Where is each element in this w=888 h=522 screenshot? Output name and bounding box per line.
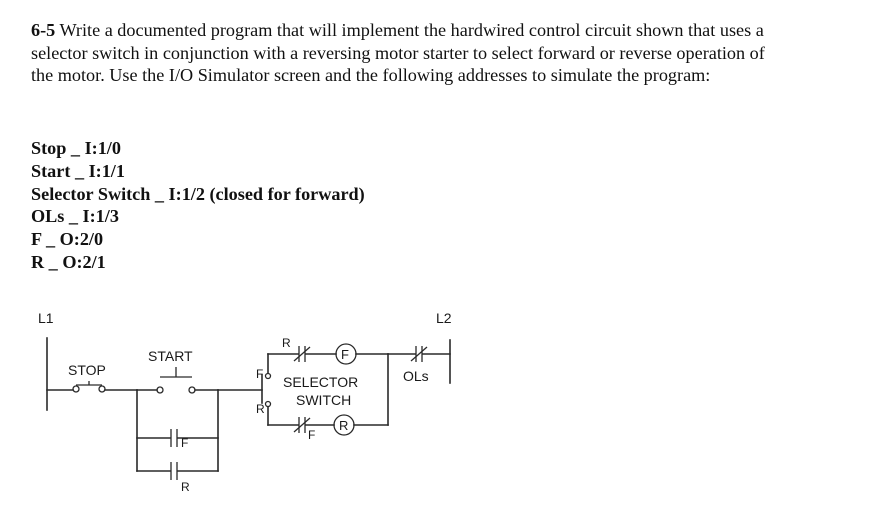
problem-body: Write a documented program that will implement the hardwired control circuit shown that uses a selector switch in conjunction with a reversing motor starter to select forward or reverse operation of the motor. Use the I/O Simulator screen and the following addresses to simulate the program: xyxy=(31,20,765,85)
stop-pushbutton xyxy=(47,381,105,392)
address-start: Start _ I:1/1 xyxy=(31,160,125,181)
problem-statement xyxy=(31,19,771,87)
selector-r-terminal xyxy=(266,402,271,407)
start-pushbutton xyxy=(137,367,218,393)
l1-label: L1 xyxy=(38,310,54,326)
address-selector-switch: Selector Switch _ I:1/2 (closed for forward) xyxy=(31,183,365,204)
coil-f-label: F xyxy=(341,347,349,362)
selector-r-label: R xyxy=(256,402,265,416)
address-list xyxy=(31,137,365,274)
selector-f-label: F xyxy=(256,367,264,381)
stop-label: STOP xyxy=(68,362,106,378)
seal-contact-r xyxy=(137,462,218,480)
contact-f-bottom-label: F xyxy=(308,428,316,442)
address-f-output: F _ O:2/0 xyxy=(31,229,104,250)
address-ols: OLs _ I:1/3 xyxy=(31,206,119,227)
selector-label-2: SWITCH xyxy=(296,392,352,408)
start-label: START xyxy=(148,348,193,364)
l2-label: L2 xyxy=(436,310,452,326)
address-r-output: R _ O:2/1 xyxy=(31,251,106,272)
ladder-diagram xyxy=(0,295,888,522)
ols-label: OLs xyxy=(403,368,429,384)
selector-label-1: SELECTOR xyxy=(283,374,359,390)
contact-r-top-label: R xyxy=(282,336,291,350)
selector-f-terminal xyxy=(266,374,271,379)
coil-r-label: R xyxy=(339,418,349,433)
seal-f-label: F xyxy=(181,436,189,450)
seal-contact-f xyxy=(137,429,218,447)
seal-r-label: R xyxy=(181,480,190,494)
problem-number: 6-5 xyxy=(31,20,56,40)
address-stop: Stop _ I:1/0 xyxy=(31,138,121,158)
